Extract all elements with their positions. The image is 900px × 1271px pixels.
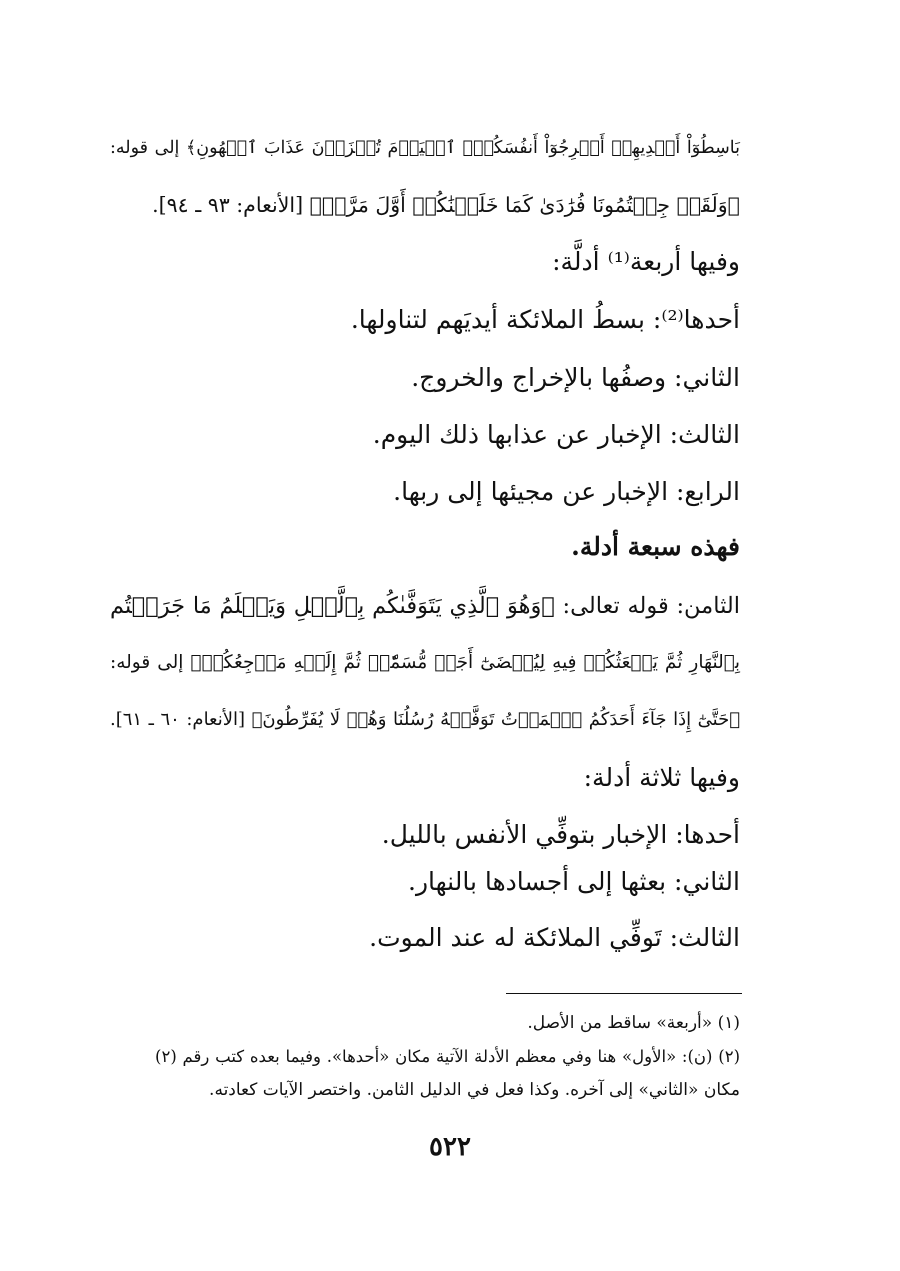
footnote-2-line-1: (٢) (ن): «الأول» هنا وفي معظم الأدلة الآتية مكان «أحدها». وفيما بعده كتب رقم (٢) (155, 1047, 740, 1066)
text-line-6: الثالث: الإخبار عن عذابها ذلك اليوم. (372, 420, 740, 449)
text-line-1: بَاسِطُوٓاْ أَيۡدِيهِمۡ أَخۡرِجُوٓاْ أَنفُسَكُمُۖ ٱلۡيَوۡمَ تُجۡزَوۡنَ عَذَابَ ٱلۡهُونِ﴾ إلى قوله: (110, 138, 740, 158)
text-line-7: الرابع: الإخبار عن مجيئها إلى ربها. (393, 477, 740, 506)
footnote-2-line-2: مكان «الثاني» إلى آخره. وكذا فعل في الدليل الثامن. واختصر الآيات كعادته. (209, 1080, 740, 1100)
text-line-12: وفيها ثلاثة أدلة: (583, 763, 740, 792)
footnote-1: (١) «أربعة» ساقط من الأصل. (527, 1013, 740, 1033)
text-line-13: أحدها: الإخبار بتوفِّي الأنفس بالليل. (381, 820, 740, 849)
text-line-10: بِٱلنَّهَارِ ثُمَّ يَبۡعَثُكُمۡ فِيهِ لِيُقۡضَىٰٓ أَجَلٞ مُّسَمّٗىۖ ثُمَّ إِلَيۡهِ مَرۡجِعُكُمۡ﴾ إلى قوله: (110, 652, 740, 673)
text-line-14: الثاني: بعثها إلى أجسادها بالنهار. (408, 867, 740, 896)
text-line-5: الثاني: وصفُها بالإخراج والخروج. (411, 363, 740, 392)
footnote-separator (506, 993, 742, 994)
text-line-3: وفيها أربعة⁽¹⁾ أدلَّة: (552, 247, 740, 276)
text-line-11: ﴿حَتَّىٰٓ إِذَا جَآءَ أَحَدَكُمُ ٱلۡمَوۡتُ تَوَفَّتۡهُ رُسُلُنَا وَهُمۡ لَا يُفَرِّطُونَ﴾ [الأنعام: ٦٠ ـ ٦١]. (110, 709, 741, 730)
section-summary: فهذه سبعة أدلة. (571, 532, 740, 561)
page-number: ٥٢٢ (429, 1132, 471, 1162)
text-line-15: الثالث: تَوفِّي الملائكة له عند الموت. (369, 923, 740, 952)
text-line-2: ﴿وَلَقَدۡ جِئۡتُمُونَا فُرَٰدَىٰ كَمَا خَلَقۡنَٰكُمۡ أَوَّلَ مَرَّةٖ﴾ [الأنعام: ٩٣ ـ ٩٤]. (152, 193, 740, 217)
text-line-9: الثامن: قوله تعالى: ﴿وَهُوَ ٱلَّذِي يَتَوَفَّىٰكُم بِٱلَّيۡلِ وَيَعۡلَمُ مَا جَرَحۡتُم (110, 593, 740, 619)
text-line-4: أحدها⁽²⁾: بسطُ الملائكة أيديَهم لتناولها. (350, 305, 740, 334)
